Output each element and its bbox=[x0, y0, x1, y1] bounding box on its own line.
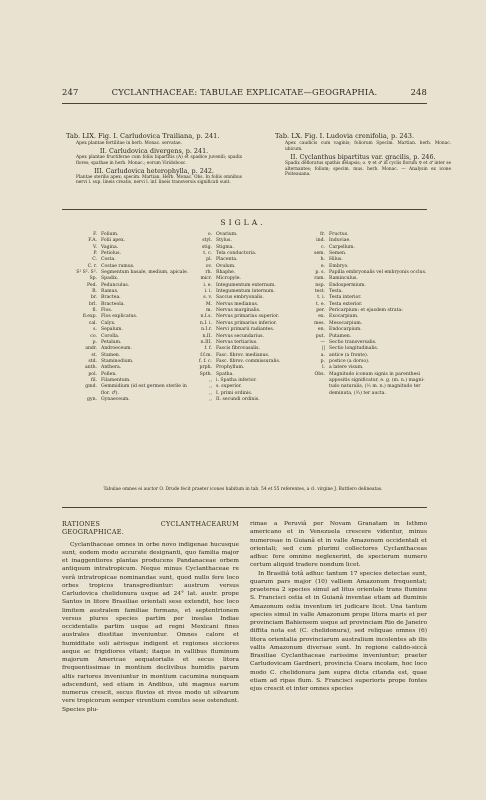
sigla-abbreviation: F.A. bbox=[88, 238, 97, 244]
section-rule bbox=[62, 507, 427, 508]
sigla-abbreviation: ind. bbox=[316, 238, 325, 244]
sigla-meaning: Ovarium. bbox=[216, 232, 238, 237]
sigla-abbreviation: c. bbox=[320, 244, 325, 250]
plate-label: Tab. LIX. bbox=[66, 132, 97, 140]
figure-caption: II. Cyclanthus bipartitus var. gracilis, p. 246. bbox=[290, 152, 436, 161]
sigla-abbreviation: F. bbox=[93, 232, 97, 237]
sigla-meaning: Testa. bbox=[329, 289, 343, 295]
sigla-abbreviation: ,, bbox=[209, 390, 212, 396]
sigla-meaning: Ovulum. bbox=[216, 263, 236, 269]
sigla-abbreviation: ,, bbox=[209, 396, 212, 402]
sigla-abbreviation: i. e. bbox=[203, 282, 212, 288]
sigla-abbreviation: sem. bbox=[314, 251, 325, 257]
sigla-abbreviation: M. bbox=[205, 301, 212, 307]
sigla-abbreviation: pol. bbox=[88, 371, 97, 377]
sigla-meaning: Costae ramus. bbox=[101, 263, 135, 269]
sigla-meaning: Costa. bbox=[101, 257, 116, 263]
sigla-meaning: postice (a dorso). bbox=[329, 358, 370, 364]
sigla-abbreviation: f. f. c. bbox=[199, 358, 212, 364]
sigla-meaning: Vagina. bbox=[101, 244, 119, 250]
sigla-meaning: Stigma. bbox=[216, 244, 234, 250]
sigla-abbreviation: n.I.s. bbox=[200, 314, 212, 320]
sigla-meaning: Nervus marginalis. bbox=[216, 308, 261, 314]
sigla-meaning: tudo naturalis, (⅓ m. n.) magnitudo ter bbox=[329, 384, 421, 390]
sigla-meaning: Putamen. bbox=[329, 333, 352, 339]
sigla-abbreviation: put. bbox=[315, 333, 325, 339]
paragraph: rimae a Peruviâ per Novam Granatam in Isthmo americano et in Venezuela crescere videntur, minus numerosae in Guianâ et in valle Amazonum occidentali et orientali; sed cum plurimi collectores Cyclanthaceas adhuc fere omnino neglexerint, de specierum numero certum aliquid tradere nondum licet. bbox=[250, 521, 427, 569]
sigla-abbreviation: nsp. bbox=[315, 282, 325, 288]
sigla-meaning: Bracteola. bbox=[101, 301, 125, 307]
sigla-abbreviation: n.I.r. bbox=[201, 327, 212, 333]
sigla-abbreviation: p. s. bbox=[315, 270, 325, 276]
sigla-meaning: Endospermium. bbox=[329, 282, 366, 288]
sigla-abbreviation: br. bbox=[90, 295, 97, 301]
sigla-abbreviation: brl. bbox=[88, 301, 97, 307]
sigla-meaning: Bractea. bbox=[101, 295, 121, 301]
sigla-abbreviation: per. bbox=[316, 308, 325, 314]
sigla-meaning: Ramus. bbox=[101, 289, 119, 295]
sigla-meaning: Nervus tertiarius. bbox=[216, 339, 258, 345]
sigla-abbreviation: styl. bbox=[202, 238, 212, 244]
sigla-meaning: Flos. bbox=[101, 308, 113, 314]
sigla-abbreviation: P. bbox=[93, 251, 97, 257]
sigla-meaning: Placenta. bbox=[216, 257, 238, 263]
sigla-abbreviation: rh. bbox=[205, 270, 212, 276]
sigla-meaning: Petalum. bbox=[101, 339, 122, 345]
sigla-meaning: Staminodium. bbox=[101, 358, 134, 364]
sigla-abbreviation: ov. bbox=[205, 263, 212, 269]
sigla-meaning: Androeceum. bbox=[101, 346, 132, 352]
sigla-meaning: Stamen. bbox=[101, 352, 121, 358]
sigla-abbreviation: m. bbox=[206, 308, 212, 314]
sigla-abbreviation: l. bbox=[322, 365, 325, 371]
sigla-meaning: Rhaphe. bbox=[216, 270, 236, 276]
plate-label: Tab. LX. bbox=[275, 132, 303, 140]
sigla-column-1 bbox=[62, 232, 188, 403]
sigla-meaning: Spadix. bbox=[101, 276, 119, 282]
sigla-abbreviation: stig. bbox=[201, 244, 212, 250]
sigla-abbreviation: Obs. bbox=[314, 371, 325, 377]
sigla-abbreviation: Sp. bbox=[89, 276, 97, 282]
sigla-meaning: Pollen. bbox=[101, 371, 117, 377]
sigla-meaning: Raminculus. bbox=[329, 276, 358, 282]
sigla-meaning: Nervus primarius superior. bbox=[216, 314, 280, 320]
sigla-abbreviation: micr. bbox=[200, 276, 212, 282]
sigla-abbreviation: t. c. bbox=[203, 251, 212, 257]
sigla-meaning: Semen. bbox=[329, 251, 347, 257]
sigla-meaning: Petiolus. bbox=[101, 251, 121, 257]
sigla-entry bbox=[62, 397, 188, 403]
paragraph: Cyclanthaceae omnes in orbe novo indigenae hucusque sunt, eodem modo accurate designanti, quo familia major et inaggentiores plantas producens Pandanaceae orbem antiquum intratropicum. Neque minus Cyclanthaceae re verâ intratropicae nominandae sunt, quod nullo fere loco orbes tropicos transgrediuntur: austrum versus Carludovica chelidonura usque ad 24° lat. austr. prope Santos in litore Brasiliae orientali sese extendit, hoc loco limitem australem familiae formans, et septentrionem versus plures species partim per insulas Indiae occidentalis partim usque ad regni Mexicani fines australes disstitae inveniuntur. Omnes calore et humiditate soli aërisque indigent et regiones sicciores aeque ac frigidiores vitant; itaque in vallibus fluminum majorum Americae aequatorialis et secus litora frequentissimae in montium declivibus humidis parum altis rariores inveniuntur in montium cacumina nunquam adscendunt, sed etiam in Andibus, ubi magnus earum numerus crescit, secus fluvios et rivos modo ut silvarum vere tropicorum semper virentium comites sese ostendunt. Species plu- bbox=[62, 541, 239, 713]
sigla-abbreviation: e. bbox=[320, 263, 325, 269]
figure-caption: III. Carludovica heterophylla, p. 242. bbox=[94, 166, 214, 175]
sigla-meaning: Sepalum. bbox=[101, 327, 123, 333]
sigla-abbreviation: gyn. bbox=[87, 396, 97, 402]
sigla-abbreviation: n.III. bbox=[200, 339, 212, 345]
sigla-abbreviation: cal. bbox=[88, 320, 97, 326]
sigla-entry bbox=[62, 384, 188, 390]
sigla-column-3 bbox=[297, 232, 426, 397]
sigla-column-2 bbox=[184, 232, 280, 403]
sigla-abbreviation: p. bbox=[92, 339, 97, 345]
sigla-abbreviation: — bbox=[320, 339, 325, 345]
sigla-abbreviation: s. v. bbox=[203, 295, 212, 301]
sigla-meaning: Papilla embryonalis vel embryonis occlus. bbox=[329, 270, 427, 276]
sigla-meaning: I. primi ordinis. bbox=[216, 390, 253, 396]
sigla-abbreviation: n.II. bbox=[202, 333, 212, 339]
sigla-meaning: Mesocarpium. bbox=[329, 320, 363, 326]
sigla-meaning: Filamentum. bbox=[101, 377, 131, 383]
figure-note: Apex caudicis cum vaginis; foliorum Specim. Martian. herb. Monac. ubicum. bbox=[285, 141, 451, 152]
sigla-meaning: Prophyllum. bbox=[216, 365, 245, 371]
sigla-meaning: Nervi primarii radiantes. bbox=[216, 327, 275, 333]
figure-caption: II. Carludovica divergens, p. 241. bbox=[99, 147, 209, 155]
sigla-meaning: Induviae. bbox=[329, 238, 351, 244]
sigla-meaning: s. superior. bbox=[216, 384, 242, 390]
sigla-abbreviation: t. e. bbox=[316, 301, 325, 307]
sigla-abbreviation: V. bbox=[93, 244, 97, 250]
sigla-meaning: Flos explicatus. bbox=[101, 314, 138, 320]
header-rule bbox=[62, 103, 427, 104]
sigla-entry bbox=[297, 391, 426, 397]
sigla-abbreviation: fr. bbox=[320, 232, 325, 237]
sigla-meaning: i. Spatha inferior. bbox=[216, 377, 257, 383]
figure-caption: Fig. I. Carludovica Trailiana, p. 241. bbox=[98, 132, 220, 140]
sigla-meaning: Folii apex. bbox=[101, 238, 126, 244]
sigla-abbreviation: i. i. bbox=[204, 289, 212, 295]
sigla-meaning: a latere visum. bbox=[329, 365, 364, 371]
sigla-abbreviation: co. bbox=[90, 333, 97, 339]
sigla-meaning: Anthera. bbox=[101, 365, 122, 371]
sigla-meaning: Pericarpium: et ejusdem strata: bbox=[329, 308, 403, 314]
sigla-abbreviation: f.f.m. bbox=[200, 352, 212, 358]
sigla-meaning: Sectio transversalis. bbox=[329, 339, 377, 345]
text-column-left bbox=[62, 520, 239, 714]
section-title: RATIONES CYCLANTHACEARUM GEOGRAPHICAE. bbox=[62, 520, 239, 537]
sigla-meaning: Hilus. bbox=[329, 257, 343, 263]
figure-note: Plantae sterilis apex; specim. Martian. Herb. Monac. Obs. In foliis omnibus nervi l. sup. lineis creatis, nervi l. inf. lineis transversis significati sunt. bbox=[76, 174, 242, 186]
sigla-abbreviation: mes. bbox=[314, 320, 325, 326]
sigla-meaning: Testa exterior. bbox=[329, 301, 363, 307]
section-rule bbox=[62, 209, 427, 210]
figure-note: Spadix defloratus spathis delapsis; o. ♀ et ♂ in cyclis florum ♀ et ♂ inter se alternantes; folium; specim. mus. herb. Monac. — Analysin ex icone Poiteauana. bbox=[285, 160, 451, 178]
plate-legend-lix bbox=[66, 132, 242, 186]
sigla-meaning: appositis significatur, e. g. (m. n.) magni- bbox=[329, 377, 425, 383]
sigla-entry bbox=[184, 397, 280, 403]
page-number-right: 248 bbox=[410, 87, 427, 97]
figure-note: Apex plantae fertilitae in herb. Monac. servatae. bbox=[76, 141, 182, 147]
sigla-abbreviation: || bbox=[321, 346, 325, 352]
running-header bbox=[62, 87, 427, 99]
sigla-meaning: Stylus. bbox=[216, 238, 232, 244]
sigla-meaning: Exocarpium. bbox=[329, 314, 359, 320]
sigla-abbreviation: o. bbox=[207, 232, 212, 237]
sigla-abbreviation: ex. bbox=[318, 314, 325, 320]
text-column-right bbox=[250, 520, 427, 693]
sigla-meaning: Integumentum externum. bbox=[216, 282, 276, 288]
sigla-abbreviation: R. bbox=[92, 289, 97, 295]
paragraph: In Brasiliâ totâ adhuc tantum 17 species detectae sunt, quarum pars major (10) valliem Amazonum frequentat; praeterea 2 species simul ad litus orientale trans flumine S. Francisci ostia et in Guianâ inventae etiam ad fluminis Amazonum ostia inventum iri judicare licet. Una tantum species simul in valle Amazonum prope litora maris et per provinciam Bahiensem usque ad provinciam Rio de Janeiro diffita nota est (C. chelidonura), sed reliquae omnes (6) litora orientalia provinciarum australium incolentes ab ilis vallis Amazonum diversae sunt. In regione calido-siccâ Brasiliae Cyclanthaceae rarissime inveniuntur; praeter Carludovicam Gardneri, provincia Ceara incolam, hoc loco modo C. chelidonura jam supra dicta citanda est, quae etiam ad ripas flum. S. Francisci superioris prope fontes ejus crescit et inter omnes species bbox=[250, 570, 427, 692]
sigla-abbreviation: a. bbox=[320, 352, 325, 358]
sigla-meaning: Calyx. bbox=[101, 320, 116, 326]
sigla-meaning: Endocarpium. bbox=[329, 327, 362, 333]
sigla-meaning: Nervus primarius inferior. bbox=[216, 320, 277, 326]
sigla-abbreviation: ,, bbox=[209, 377, 212, 383]
sigla-abbreviation: fl.exp. bbox=[82, 314, 97, 320]
sigla-abbreviation: p. bbox=[320, 358, 325, 364]
sigla-meaning: Magnitudo iconum signis in parenthesi bbox=[329, 371, 421, 377]
sigla-meaning: Corolla. bbox=[101, 333, 120, 339]
sigla-meaning: Pedunculus. bbox=[101, 282, 130, 288]
figure-note: Apex plantae fructiferae cum foliis bipartitis (A) et spadice juvenili; spadix flores; spathae in herb. Monac.; eorum Viridobosc. bbox=[76, 155, 242, 166]
sigla-meaning: Fasc. fibrov. commissuralis. bbox=[216, 358, 281, 364]
sigla-meaning: flor. ♂). bbox=[101, 390, 119, 396]
sigla-meaning: Nervus medianus. bbox=[216, 301, 259, 307]
sigla-abbreviation: h. bbox=[320, 257, 325, 263]
sigla-meaning: Nervus secundarius. bbox=[216, 333, 264, 339]
sigla-abbreviation: n.I. i. bbox=[199, 320, 212, 326]
sigla-abbreviation: test. bbox=[314, 289, 325, 295]
sigla-meaning: deminuta, (³⁄₁) ter aucta. bbox=[329, 390, 386, 396]
sigla-meaning: Fasc. fibrov. medianus. bbox=[216, 352, 270, 358]
sigla-meaning: II. secundi ordinis. bbox=[216, 396, 260, 402]
sigla-meaning: Fascis fibrovasalis. bbox=[216, 346, 260, 352]
sigla-meaning: Micropyle. bbox=[216, 276, 241, 282]
plate-credit: Tabulae omnes ei auctor O. Drude fecit praeter icones habitum in tab. 54 et 55 referentes, a cl. virgine J. Buttlero delineatas. bbox=[103, 487, 383, 492]
sigla-heading: SIGLA. bbox=[220, 218, 266, 227]
sigla-meaning: Integumentum internum. bbox=[216, 289, 275, 295]
sigla-abbreviation: std. bbox=[88, 358, 97, 364]
sigla-meaning: antice (a fronte). bbox=[329, 352, 369, 358]
sigla-abbreviation: pl. bbox=[206, 257, 212, 263]
plate-legend-lx bbox=[275, 132, 451, 178]
figure-caption: Fig. I. Ludovia crenifolia, p. 243. bbox=[304, 132, 415, 140]
sigla-meaning: Fructus. bbox=[329, 232, 349, 237]
sigla-abbreviation: Spth. bbox=[199, 371, 212, 377]
sigla-meaning: Sectio longitudinalis. bbox=[329, 346, 379, 352]
sigla-abbreviation: gmd. bbox=[85, 384, 97, 390]
sigla-abbreviation: fl. bbox=[92, 308, 97, 314]
sigla-abbreviation: t. i. bbox=[317, 295, 325, 301]
sigla-abbreviation: anth. bbox=[85, 365, 97, 371]
sigla-meaning: Folium. bbox=[101, 232, 119, 237]
sigla-abbreviation: f. f. bbox=[204, 346, 212, 352]
sigla-abbreviation: en. bbox=[317, 327, 325, 333]
page-number-left: 247 bbox=[62, 87, 79, 97]
sigla-abbreviation: andr. bbox=[85, 346, 97, 352]
sigla-abbreviation: st. bbox=[91, 352, 97, 358]
sigla-abbreviation: s. bbox=[93, 327, 97, 333]
sigla-meaning: Testa interior. bbox=[329, 295, 362, 301]
sigla-meaning: Tela conductoria. bbox=[216, 251, 257, 257]
sigla-meaning: Gynaeceum. bbox=[101, 396, 130, 402]
sigla-meaning: Saccus embryonalis. bbox=[216, 295, 264, 301]
sigla-abbreviation: S¹ S². S³. bbox=[76, 270, 97, 276]
sigla-abbreviation: prph. bbox=[199, 365, 212, 371]
sigla-abbreviation: fil. bbox=[91, 377, 97, 383]
sigla-abbreviation: Ped. bbox=[86, 282, 97, 288]
sigla-meaning: Spatha. bbox=[216, 371, 234, 377]
sigla-meaning: Segmentum basale, medium, apicale. bbox=[101, 270, 189, 276]
sigla-meaning: Carpellum. bbox=[329, 244, 355, 250]
sigla-meaning: Embryo. bbox=[329, 263, 349, 269]
sigla-abbreviation: ,, bbox=[209, 384, 212, 390]
sigla-meaning: Gemmidium (id est germen sterile in bbox=[101, 384, 187, 390]
sigla-abbreviation: C. bbox=[92, 257, 97, 263]
sigla-abbreviation: C. r. bbox=[87, 263, 97, 269]
sigla-abbreviation: ram. bbox=[314, 276, 325, 282]
running-title: CYCLANTHACEAE: TABULAE EXPLICATAE—GEOGRAPHIA. bbox=[111, 87, 378, 97]
